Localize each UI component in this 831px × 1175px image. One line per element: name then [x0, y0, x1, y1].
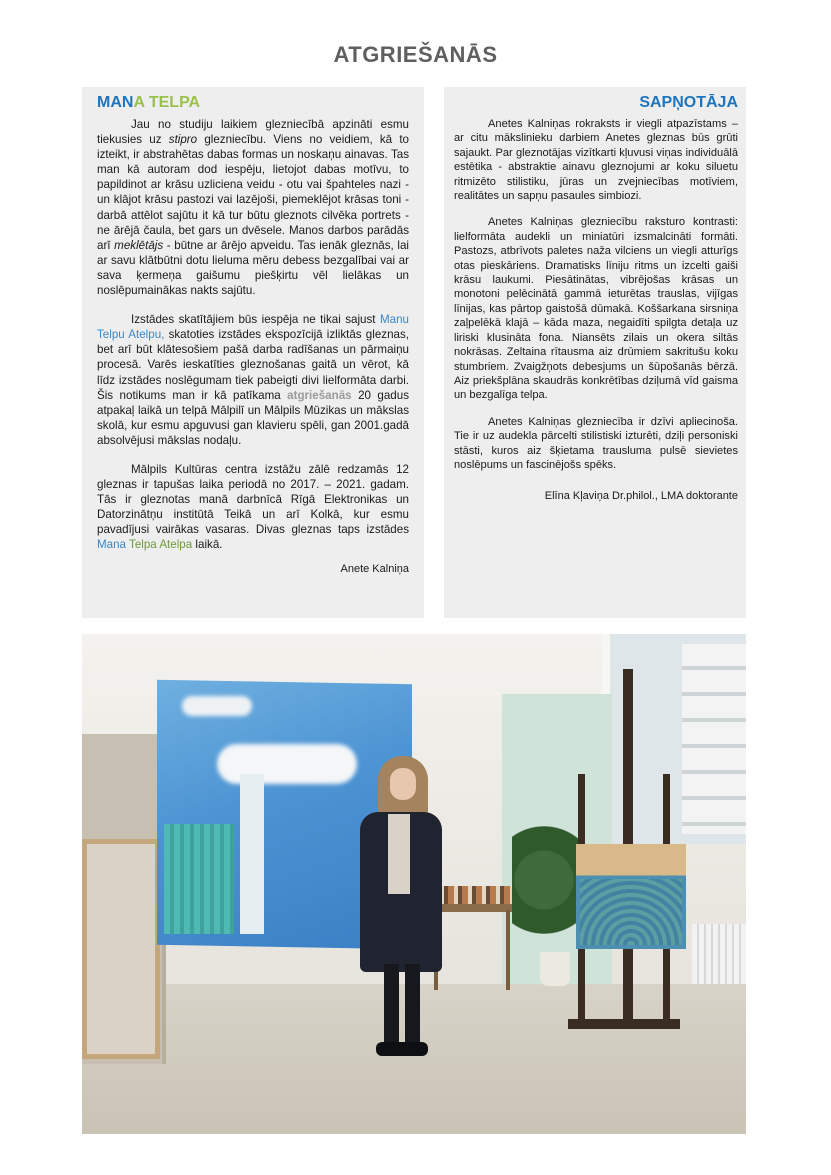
text-run: skatoties izstādes ekspozīcijā izliktās gleznas, bet arī būt klātesošiem pašā darba radīšanas un pārmaiņu procesā. Varēs ieskatīties gleznošanas gaitā un vērot, kā līdz izstādes noslēgumam tiek pabeigti divi lielformāta darbi. Šis notikums man ir kā patīkama: [97, 328, 409, 402]
right-column-heading: SAPŅOTĀJA: [639, 94, 738, 111]
right-signature: Elīna Kļaviņa Dr.philol., LMA doktorante: [544, 490, 738, 503]
text-run-italic: meklētājs: [114, 238, 164, 252]
artist-legs: [384, 964, 420, 1049]
text-run: laikā.: [192, 538, 223, 552]
painting-cloud: [217, 744, 357, 784]
left-signature: Anete Kalniņa: [340, 562, 409, 575]
building-outside: [682, 644, 746, 834]
right-paragraph-1: Anetes Kalniņas rokraksts ir viegli atpazīstams – ar citu mākslinieku darbiem Anetes gleznas būs grūti sajaukt. Par gleznotājas vizītkarti kļuvusi viņas individuālā estētika - abstraktie ainavu gleznojumi ar koku siluetu ritmizēto stilistiku, jūras un zvejniecības motīviem, realitātes un sapņu pasaules simbiozi.: [454, 118, 738, 203]
artist-face: [390, 768, 416, 800]
right-column: [444, 87, 746, 618]
highlight-blue: Manu: [379, 313, 409, 327]
painting-teal-strip: [164, 824, 234, 934]
left-paragraph-3: [97, 462, 409, 553]
text-run-italic: stipro: [168, 133, 198, 147]
wooden-frame: [82, 839, 160, 1059]
page-title: ATGRIEŠANĀS: [333, 42, 498, 67]
heading-part-green: A TELPA: [133, 94, 201, 111]
painting-white-band: [240, 774, 264, 934]
easel-base: [568, 1019, 680, 1029]
text-run: - būtne ar ārējo apveidu. Tas ienāk gleznās, lai ar savu klātbūtni dotu lieluma mēru debess bezgalībai vai ar sava ķermeņa gaišumu piešķirtu vēl lielākas un noslēpumainākas nakts sajūtu.: [97, 238, 409, 298]
painting-cloud-small: [182, 696, 252, 716]
right-paragraph-2: Anetes Kalniņas glezniecību raksturo kontrasti: lielformāta audekli un miniatūri izsmalcināti formāti. Pastozs, atbrīvots paletes naža vilciens un viegli atturīgs otas pieskāriens. Dramatisks līniju ritms un izcelti gaiši krāsu laukumi. Piesātinātas, vibrējošas krāsas un monotoni pelēcinātā gammā ieturētas trauslas, vijīgas līnijas, kas pārtop gaistošā dūmakā. Koššarkana sirsniņa zaļpelēkā klajā – kāda maza, negaidīti spilgta detaļa uz liriski klusināta fona. Niansēts zilais un okera siltās nokrāsas. Zeltaina rītausma aiz drūmiem sakritušu koku stumbriem. Zvaigžņots debesjums un šūpošanās bērzā. Aiz priekšplāna skaudrās konkrētības dziļumā vīd gaisma un bezgalīga telpa.: [454, 216, 738, 402]
left-paragraph-1: [97, 117, 409, 298]
studio-photo: [82, 634, 746, 1134]
right-paragraph-3: Anetes Kalniņas glezniecība ir dzīvi apliecinoša. Tie ir uz audekla pārcelti stilistiski izturēti, dziļi personiski stāsti, kuros aiz šķietama trausluma pulsē sievietes noslēpums un fascinējošs spēks.: [454, 415, 738, 471]
highlight-green: Telpa Atelpa: [129, 538, 193, 552]
highlight-grey: atgriešanās: [287, 388, 352, 402]
easel-painting-pattern: [580, 879, 682, 945]
text-run: Jau no studiju laikiem glezniecībā apzināti esmu tiekusies uz: [97, 118, 409, 147]
text-run: Mālpils Kultūras centra izstāžu zālē redzamās 12 gleznas ir tapušas laika periodā no 2017. – 2021. gadam. Tās ir gleznotas manā darbnīcā Rīgā Elektronikas un Datorzinātņu institūtā Teikā un arī Kolkā, kur esmu pavadījusi vairākas vasaras. Divas gleznas taps izstādes: [97, 462, 409, 537]
text-run: glezniecību. Viens no veidiem, kā to izteikt, ir abstrahētas dabas formas un noskaņu ainavas. Tas man kā autoram dod iespēju, lietojot dabas motīvu, to papildinot ar krāsu uzliciena veidu - otu vai špahteles nazi - un klājot krāsu pastozi vai lazējoši, piemeklējot krāsas toni - darbā attēlot sajūtu it kā tur būtu gleznots cilvēka portrets - ne ārējā čaula, bet gars un dvēsele. Manos darbos parādās arī: [97, 133, 409, 252]
highlight-blue: Telpu Atelpu,: [97, 328, 165, 342]
left-column: [82, 87, 424, 618]
text-run: Izstādes skatītājiem būs iespēja ne tikai sajust: [131, 313, 380, 327]
heading-part-blue: MAN: [97, 94, 134, 111]
paint-tubes: [434, 886, 512, 904]
text-run: 20 gadus atpakaļ laikā un telpā Mālpilī un Mālpils Mūzikas un mākslas skolā, kur esmu apguvusi gan klavieru spēli, gan 2001.gadā absolvējusi mākslas nodaļu.: [97, 388, 410, 447]
table-legs: [434, 910, 510, 990]
highlight-blue: Mana: [97, 538, 127, 552]
artist-shirt: [388, 814, 410, 894]
left-column-heading: [97, 93, 409, 113]
artist-shoes: [376, 1042, 428, 1056]
left-paragraph-2: [97, 312, 409, 448]
plant-pot: [540, 952, 570, 986]
